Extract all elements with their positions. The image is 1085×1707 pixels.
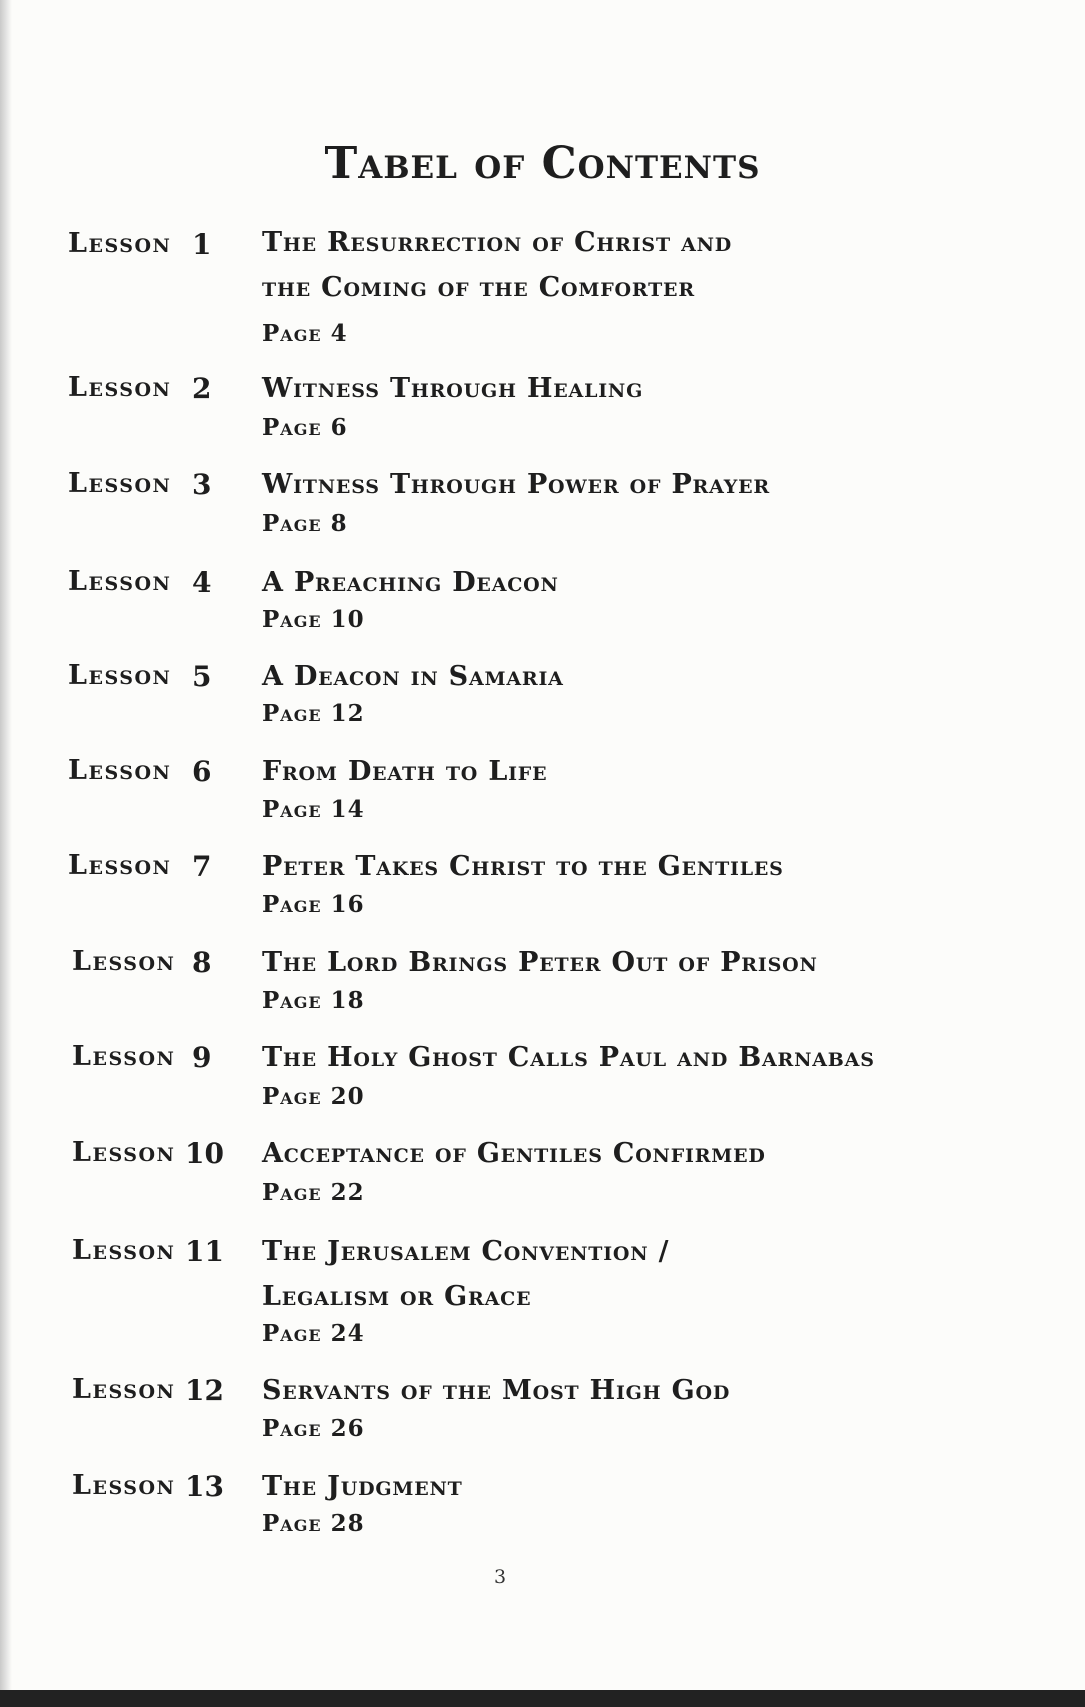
lesson-label: Lesson [68, 660, 172, 691]
lesson-title [262, 566, 559, 600]
lesson-number: 2 [192, 372, 212, 405]
page-reference: Page 26 [262, 1415, 365, 1442]
scanner-edge [0, 1690, 1085, 1707]
lesson-title-line: Peter Takes Christ to the Gentiles [262, 851, 784, 882]
lesson-label: Lesson [68, 228, 172, 259]
lesson-title [262, 1470, 463, 1504]
page-title: Tabel of Contents [324, 138, 761, 189]
lesson-title-line: The Lord Brings Peter Out of Prison [262, 947, 818, 978]
lesson-label: Lesson [72, 1374, 176, 1405]
lesson-label: Lesson [68, 372, 172, 403]
page-reference: Page 6 [262, 414, 348, 441]
page-reference: Page 24 [262, 1320, 365, 1347]
lesson-title-line: Witness Through Healing [262, 373, 644, 404]
lesson-title-line: The Holy Ghost Calls Paul and Barnabas [262, 1042, 875, 1073]
lesson-number: 3 [192, 468, 212, 501]
lesson-label: Lesson [72, 1041, 176, 1072]
page-edge-shadow [0, 0, 12, 1690]
page-reference: Page 18 [262, 987, 365, 1014]
lesson-title [262, 1229, 669, 1319]
lesson-title-line: Acceptance of Gentiles Confirmed [262, 1138, 766, 1169]
lesson-number: 9 [192, 1041, 212, 1074]
lesson-title [262, 660, 564, 694]
lesson-title-line: Servants of the Most High God [262, 1375, 731, 1406]
lesson-number: 4 [192, 566, 212, 599]
page-reference: Page 12 [262, 700, 365, 727]
lesson-label: Lesson [68, 566, 172, 597]
lesson-number: 13 [185, 1470, 224, 1503]
page-number: 3 [493, 1566, 507, 1588]
page-reference: Page 8 [262, 510, 348, 537]
lesson-label: Lesson [68, 468, 172, 499]
lesson-title [262, 1137, 766, 1171]
lesson-title [262, 946, 818, 980]
lesson-number: 12 [185, 1374, 224, 1407]
lesson-title [262, 1041, 875, 1075]
lesson-title-line: A Deacon in Samaria [262, 661, 564, 692]
page-reference: Page 20 [262, 1083, 365, 1110]
lesson-title-line: From Death to Life [262, 756, 548, 787]
lesson-number: 8 [192, 946, 212, 979]
page-reference: Page 14 [262, 796, 365, 823]
lesson-number: 5 [192, 660, 212, 693]
page-reference: Page 10 [262, 606, 365, 633]
lesson-title-line: The Jerusalem Convention / [262, 1236, 670, 1267]
page-reference: Page 28 [262, 1510, 365, 1537]
lesson-title-line: Witness Through Power of Prayer [262, 469, 770, 500]
lesson-number: 6 [192, 755, 212, 788]
lesson-title [262, 850, 784, 884]
lesson-title-line: Legalism or Grace [262, 1281, 532, 1312]
lesson-title-line: A Preaching Deacon [262, 567, 559, 598]
page-reference: Page 4 [262, 320, 348, 347]
lesson-title-line: the Coming of the Comforter [262, 272, 695, 303]
lesson-title [262, 372, 643, 406]
lesson-title [262, 468, 770, 502]
lesson-label: Lesson [72, 1137, 176, 1168]
lesson-number: 1 [192, 228, 212, 261]
lesson-title-line: The Resurrection of Christ and [262, 227, 733, 258]
lesson-label: Lesson [72, 946, 176, 977]
lesson-label: Lesson [72, 1235, 176, 1266]
page-reference: Page 22 [262, 1179, 365, 1206]
lesson-label: Lesson [68, 755, 172, 786]
lesson-number: 11 [185, 1235, 224, 1268]
lesson-title [262, 220, 732, 310]
lesson-number: 10 [185, 1137, 224, 1170]
lesson-number: 7 [192, 850, 212, 883]
page-reference: Page 16 [262, 891, 365, 918]
lesson-label: Lesson [68, 850, 172, 881]
lesson-label: Lesson [72, 1470, 176, 1501]
lesson-title [262, 755, 547, 789]
lesson-title-line: The Judgment [262, 1471, 463, 1502]
lesson-title [262, 1374, 730, 1408]
